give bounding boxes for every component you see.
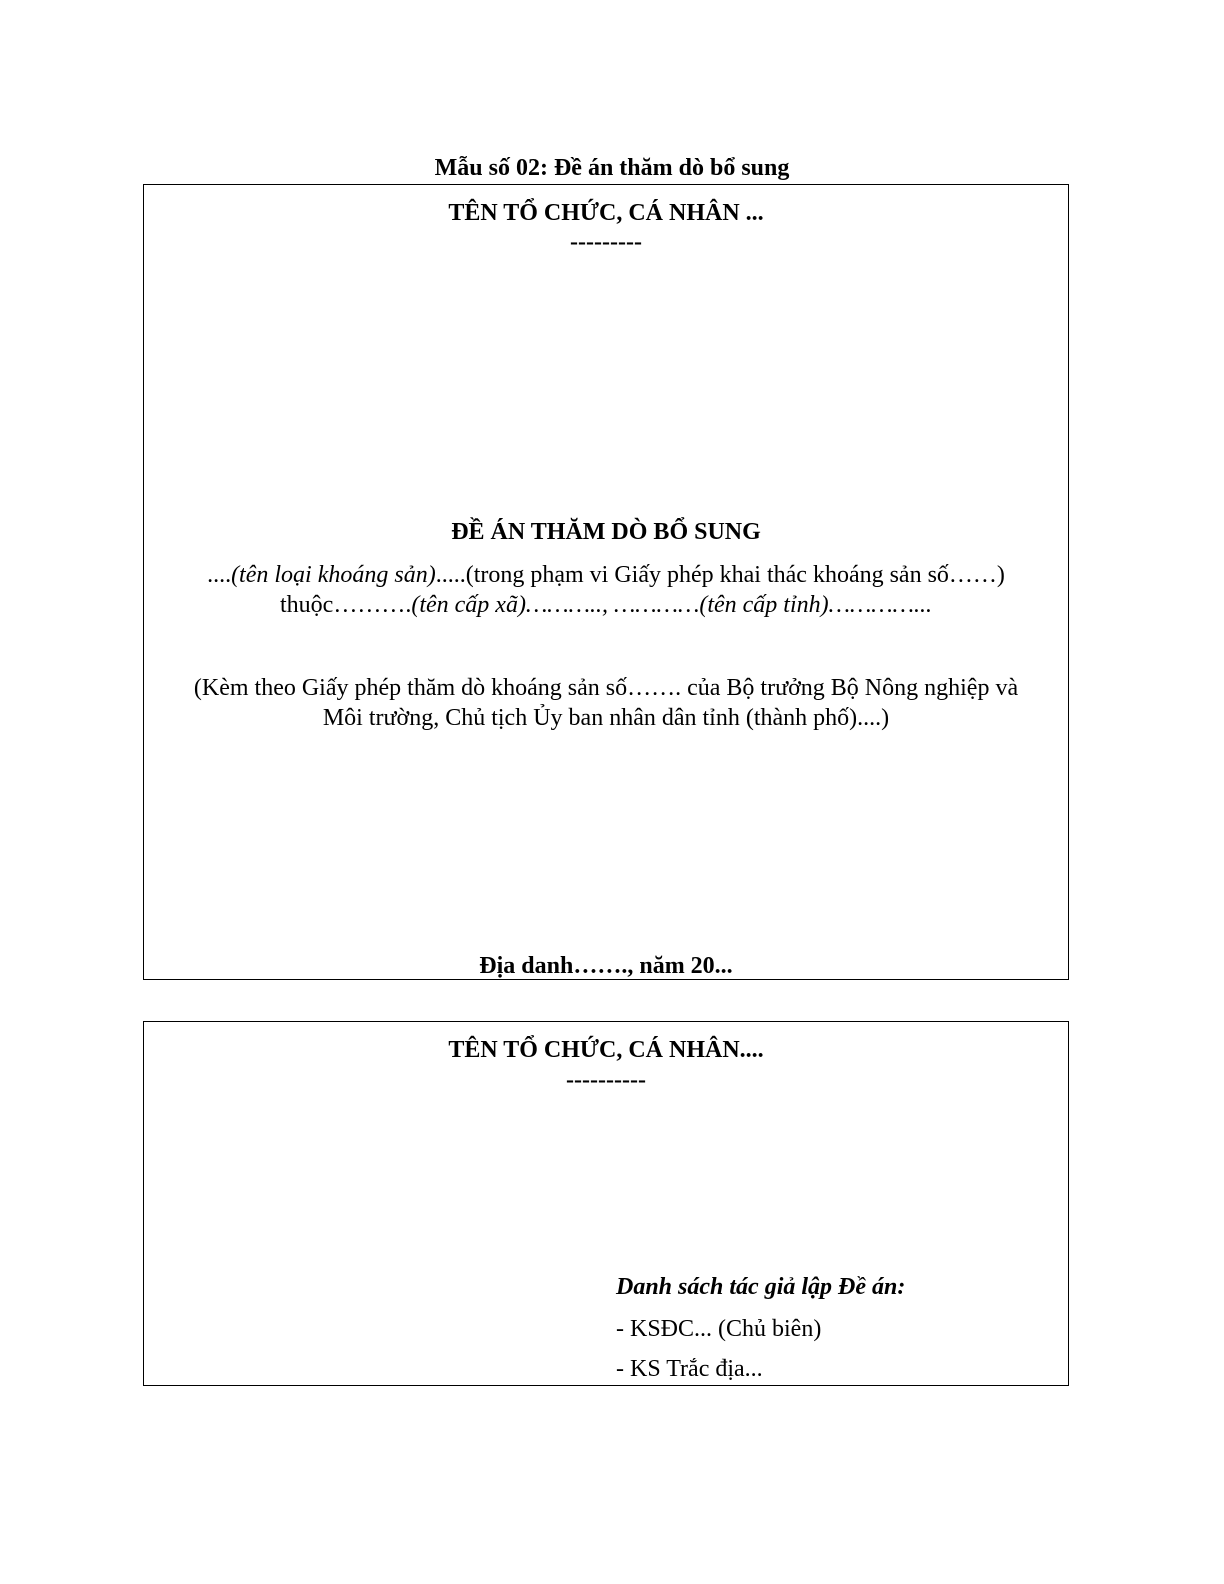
second-page-frame [143, 1021, 1069, 1386]
org-name: TÊN TỔ CHỨC, CÁ NHÂN ... [448, 200, 764, 226]
org-divider: --------- [570, 229, 642, 255]
mineral-line-part1: .... [207, 562, 232, 588]
author-item: - KS Trắc địa... [616, 1356, 763, 1382]
author-item: - KSĐC... (Chủ biên) [616, 1316, 822, 1342]
org-divider-2: ---------- [566, 1067, 646, 1093]
attachment-line-1: (Kèm theo Giấy phép thăm dò khoáng sản số……. của Bộ trưởng Bộ Nông nghiệp và [193, 675, 1019, 701]
mineral-line-part3: .....(trong phạm vi Giấy phép khai thác khoáng sản số……) [435, 562, 1005, 588]
document-title: ĐỀ ÁN THĂM DÒ BỔ SUNG [451, 519, 761, 545]
place-year: Địa danh……., năm 20... [479, 953, 733, 979]
location-line-part3: …………(tên cấp tỉnh)…………... [607, 592, 932, 618]
mineral-line-part2: (tên loại khoáng sản) [231, 562, 436, 588]
attachment-line-2: Môi trường, Chủ tịch Ủy ban nhân dân tỉnh (thành phố)....) [322, 705, 890, 731]
location-line [144, 590, 1068, 620]
org-name-2: TÊN TỔ CHỨC, CÁ NHÂN.... [448, 1037, 764, 1063]
location-line-part1: thuộc………. [280, 592, 412, 618]
cover-page-frame [143, 184, 1069, 980]
authors-heading: Danh sách tác giả lập Đề án: [616, 1274, 906, 1300]
mineral-line [144, 560, 1068, 590]
form-title: Mẫu số 02: Đề án thăm dò bổ sung [434, 155, 790, 181]
location-line-part2: (tên cấp xã)……….., [411, 592, 608, 618]
